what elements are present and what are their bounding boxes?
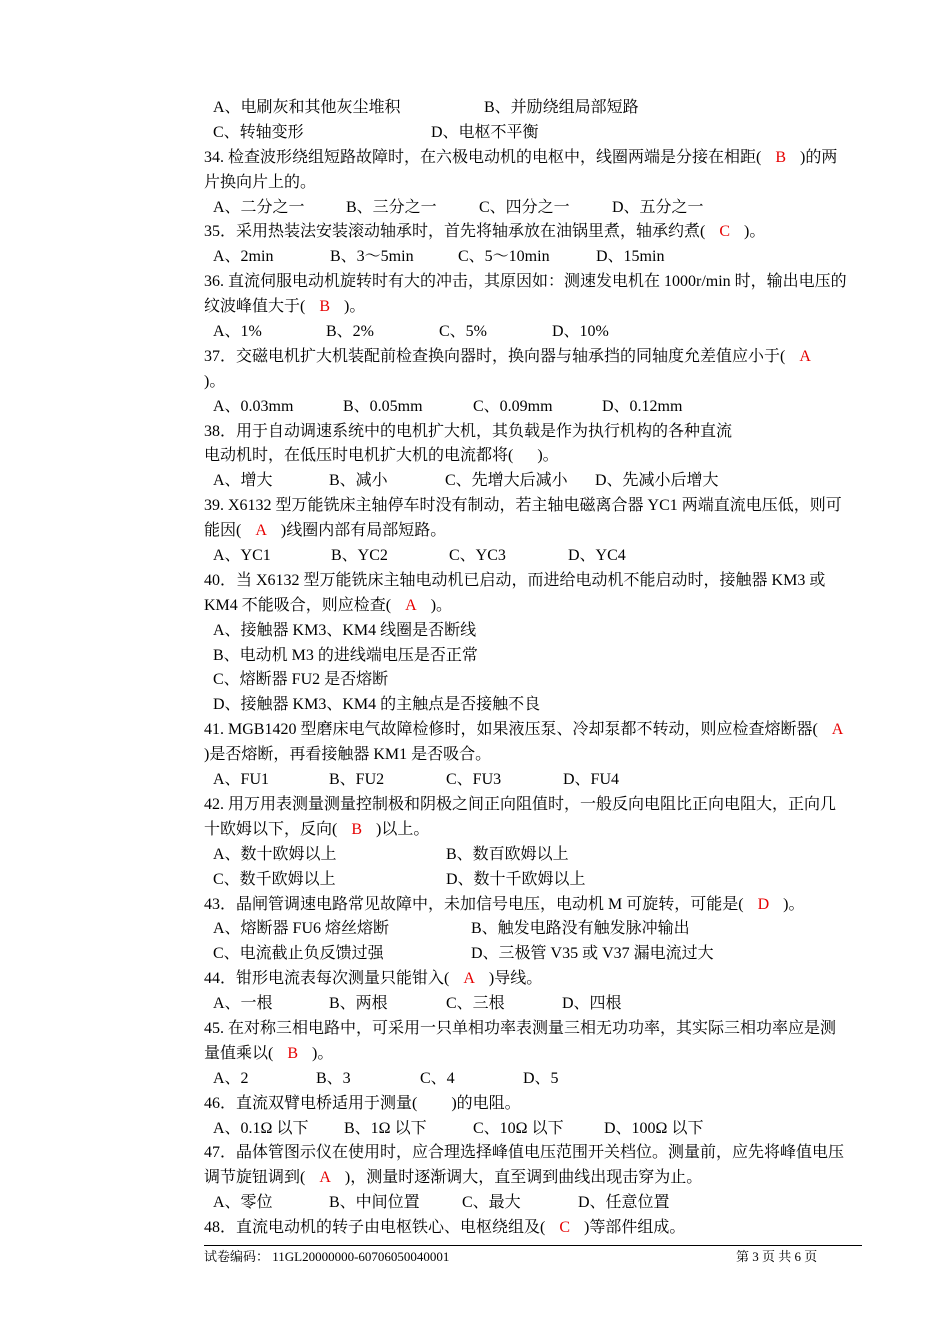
question-text xyxy=(204,1216,864,1241)
option-item: A、2 xyxy=(213,1069,249,1087)
option-item: B、数百欧姆以上 xyxy=(446,845,569,863)
question-stem: 42. 用万用表测量测量控制极和阴极之间正向阻值时，一般反向电阻比正向电阻大，正向几 xyxy=(204,795,837,813)
option-item: D、100Ω 以下 xyxy=(604,1119,704,1137)
question-tail: )。 xyxy=(537,447,559,465)
question-stem: 十欧姆以下，反向( xyxy=(204,820,338,838)
option-item: D、先减小后增大 xyxy=(595,472,719,490)
question-tail: )的电阻。 xyxy=(451,1094,521,1112)
option-item: C、熔断器 FU2 是否熔断 xyxy=(213,671,389,689)
option-item: D、接触器 KM3、KM4 的主触点是否接触不良 xyxy=(213,696,541,714)
question-text xyxy=(204,295,864,320)
option-item: B、3 xyxy=(316,1069,351,1087)
answer-mark: D xyxy=(757,895,770,913)
option-row xyxy=(204,768,864,793)
option-row xyxy=(204,1117,864,1142)
question-text xyxy=(204,494,864,519)
option-item: B、两根 xyxy=(329,995,388,1013)
option-item: B、FU2 xyxy=(329,771,385,789)
option-item: A、YC1 xyxy=(213,547,271,565)
option-item: C、5% xyxy=(439,323,488,341)
question-stem: 36. 直流伺服电动机旋转时有大的冲击，其原因如：测速发电机在 1000r/min 时，输出电压的 xyxy=(204,273,847,291)
option-row xyxy=(204,1067,864,1092)
page-number: 第 3 页 共 6 页 xyxy=(736,1249,818,1264)
question-stem: 量值乘以( xyxy=(204,1044,274,1062)
question-stem: 45. 在对称三相电路中，可采用一只单相功率表测量三相无功功率，其实际三相功率应是测 xyxy=(204,1019,837,1037)
option-item: B、YC2 xyxy=(331,547,388,565)
answer-mark: A xyxy=(255,522,267,540)
option-item: D、三极管 V35 或 V37 漏电流过大 xyxy=(471,945,714,963)
answer-mark: B xyxy=(351,820,363,838)
question-tail: )以上。 xyxy=(376,820,430,838)
option-row xyxy=(204,96,864,121)
question-stem: 调节旋钮调到( xyxy=(204,1169,306,1187)
question-text xyxy=(204,793,864,818)
option-row xyxy=(204,245,864,270)
question-text xyxy=(204,420,864,445)
question-text xyxy=(204,220,864,245)
option-item: C、4 xyxy=(420,1069,455,1087)
question-stem: 34. 检查波形绕组短路故障时，在六极电动机的电枢中，线圈两端是分接在相距( xyxy=(204,148,762,166)
option-item: C、0.09mm xyxy=(473,397,553,415)
option-row xyxy=(204,196,864,221)
option-item: D、任意位置 xyxy=(578,1194,670,1212)
question-tail: )线圈内部有局部短路。 xyxy=(280,522,447,540)
option-item: B、0.05mm xyxy=(343,397,423,415)
option-row xyxy=(204,917,864,942)
option-item: D、YC4 xyxy=(568,547,626,565)
option-row xyxy=(204,942,864,967)
option-row xyxy=(204,843,864,868)
question-text xyxy=(204,370,864,395)
option-item: A、1% xyxy=(213,323,262,341)
option-item: C、电流截止负反馈过强 xyxy=(213,945,384,963)
option-item: A、数十欧姆以上 xyxy=(213,845,337,863)
question-text xyxy=(204,967,864,992)
option-item: D、5 xyxy=(523,1069,559,1087)
option-item: B、电动机 M3 的进线端电压是否正常 xyxy=(213,646,478,664)
question-text xyxy=(204,345,864,370)
question-text xyxy=(204,171,864,196)
option-item: A、增大 xyxy=(213,472,273,490)
question-tail: )等部件组成。 xyxy=(584,1219,686,1237)
question-text xyxy=(204,444,864,469)
answer-mark: A xyxy=(463,970,475,988)
option-item: B、中间位置 xyxy=(329,1194,420,1212)
question-stem: 48．直流电动机的转子由电枢铁心、电枢绕组及( xyxy=(204,1219,546,1237)
option-row xyxy=(204,395,864,420)
question-text xyxy=(204,1166,864,1191)
option-item: A、电刷灰和其他灰尘堆积 xyxy=(213,99,401,116)
question-stem: 43．晶闸管调速电路常见故障中，未加信号电压，电动机 M 可旋转，可能是( xyxy=(204,895,744,913)
option-item: B、1Ω 以下 xyxy=(344,1119,427,1137)
answer-mark: C xyxy=(719,223,731,241)
option-item: D、FU4 xyxy=(563,771,620,789)
question-text xyxy=(204,270,864,295)
question-tail: )。 xyxy=(312,1044,334,1062)
answer-mark: B xyxy=(287,1044,299,1062)
question-stem: 44．钳形电流表每次测量只能钳入( xyxy=(204,970,450,988)
option-item: D、15min xyxy=(596,248,665,266)
option-item: D、10% xyxy=(552,323,609,341)
question-stem: )是否熔断，再看接触器 KM1 是否吸合。 xyxy=(204,746,492,764)
option-item: A、FU1 xyxy=(213,771,270,789)
option-item: D、电枢不平衡 xyxy=(431,123,539,141)
option-item: C、数千欧姆以上 xyxy=(213,870,336,888)
question-stem: KM4 不能吸合，则应检查( xyxy=(204,596,392,614)
option-item: D、五分之一 xyxy=(612,198,704,216)
option-item: C、四分之一 xyxy=(479,198,570,216)
question-tail: )导线。 xyxy=(488,970,543,988)
option-row xyxy=(204,121,864,146)
option-row xyxy=(204,1191,864,1216)
question-list xyxy=(204,96,864,1241)
question-stem: 片换向片上的。 xyxy=(204,173,317,191)
option-item: A、一根 xyxy=(213,995,273,1013)
question-stem: 41. MGB1420 型磨床电气故障检修时，如果液压泵、冷却泵都不转动，则应检查熔断器( xyxy=(204,721,818,739)
answer-mark: A xyxy=(319,1169,331,1187)
option-row xyxy=(204,992,864,1017)
option-item: B、减小 xyxy=(329,472,388,490)
answer-mark: A xyxy=(405,596,417,614)
question-tail: )的两 xyxy=(800,148,838,166)
option-item: B、三分之一 xyxy=(346,198,437,216)
option-row xyxy=(204,544,864,569)
option-item: A、0.1Ω 以下 xyxy=(213,1119,309,1137)
answer-mark: A xyxy=(799,347,811,365)
question-text xyxy=(204,146,864,171)
question-stem: )。 xyxy=(204,372,226,390)
option-item: D、四根 xyxy=(562,995,622,1013)
option-item: B、3～5min xyxy=(330,248,414,266)
question-tail: )。 xyxy=(344,298,366,316)
option-item: B、2% xyxy=(326,323,375,341)
question-text xyxy=(204,569,864,594)
option-item: C、5～10min xyxy=(458,248,550,266)
question-tail: )。 xyxy=(744,223,766,241)
option-item: A、2min xyxy=(213,248,274,266)
question-stem: 40．当 X6132 型万能铣床主轴电动机已启动，而进给电动机不能启动时，接触器 KM3 或 xyxy=(204,571,826,589)
question-text xyxy=(204,1141,864,1166)
question-text xyxy=(204,818,864,843)
answer-mark: A xyxy=(831,721,844,739)
question-tail: )。 xyxy=(783,895,805,913)
question-text xyxy=(204,519,864,544)
option-item: C、最大 xyxy=(462,1194,521,1212)
option-item: A、二分之一 xyxy=(213,198,305,216)
question-tail: )，测量时逐渐调大，直至调到曲线出现击穿为止。 xyxy=(344,1169,703,1187)
option-item: A、熔断器 FU6 熔丝熔断 xyxy=(213,920,390,938)
question-stem: 电动机时，在低压时电机扩大机的电流都将( xyxy=(204,447,514,465)
option-row xyxy=(204,320,864,345)
question-stem: 47．晶体管图示仪在使用时，应合理选择峰值电压范围开关档位。测量前，应先将峰值电压 xyxy=(204,1144,845,1162)
option-row xyxy=(204,469,864,494)
question-stem: 35．采用热装法安装滚动轴承时，首先将轴承放在油锅里煮，轴承约煮( xyxy=(204,223,706,241)
question-text xyxy=(204,718,864,743)
question-text xyxy=(204,1017,864,1042)
question-tail: )。 xyxy=(430,596,453,614)
question-stem: 37．交磁电机扩大机装配前检查换向器时，换向器与轴承挡的同轴度允差值应小于( xyxy=(204,347,786,365)
option-item: A、接触器 KM3、KM4 线圈是否断线 xyxy=(213,621,477,639)
option-row xyxy=(204,868,864,893)
question-text xyxy=(204,743,864,768)
question-text xyxy=(204,594,864,619)
question-stem: 46．直流双臂电桥适用于测量( xyxy=(204,1094,418,1112)
option-item: C、10Ω 以下 xyxy=(473,1119,564,1137)
option-item: C、三根 xyxy=(446,995,505,1013)
question-text xyxy=(204,893,864,918)
option-row xyxy=(204,619,864,644)
option-item: A、零位 xyxy=(213,1194,273,1212)
page-footer xyxy=(204,1245,862,1264)
option-item: C、FU3 xyxy=(446,771,502,789)
answer-mark: B xyxy=(775,148,787,166)
option-row xyxy=(204,693,864,718)
exam-code: 试卷编码： 11GL20000000-60706050040001 xyxy=(204,1249,450,1264)
option-item: D、数十千欧姆以上 xyxy=(446,870,586,888)
option-item: C、先增大后减小 xyxy=(445,472,568,490)
question-stem: 38．用于自动调速系统中的电机扩大机，其负载是作为执行机构的各种直流 xyxy=(204,422,733,440)
question-stem: 39. X6132 型万能铣床主轴停车时没有制动，若主轴电磁离合器 YC1 两端直流电压低，则可 xyxy=(204,497,842,515)
option-item: A、0.03mm xyxy=(213,397,294,415)
option-item: B、并励绕组局部短路 xyxy=(484,99,639,116)
question-text xyxy=(204,1042,864,1067)
question-stem: 能因( xyxy=(204,522,242,540)
question-stem: 纹波峰值大于( xyxy=(204,298,306,316)
option-row xyxy=(204,668,864,693)
option-row xyxy=(204,644,864,669)
option-item: C、转轴变形 xyxy=(213,123,304,141)
question-text xyxy=(204,1092,864,1117)
answer-mark: B xyxy=(319,298,331,316)
option-item: C、YC3 xyxy=(449,547,506,565)
option-item: D、0.12mm xyxy=(602,397,683,415)
option-item: B、触发电路没有触发脉冲输出 xyxy=(471,920,690,938)
answer-mark: C xyxy=(559,1219,571,1237)
